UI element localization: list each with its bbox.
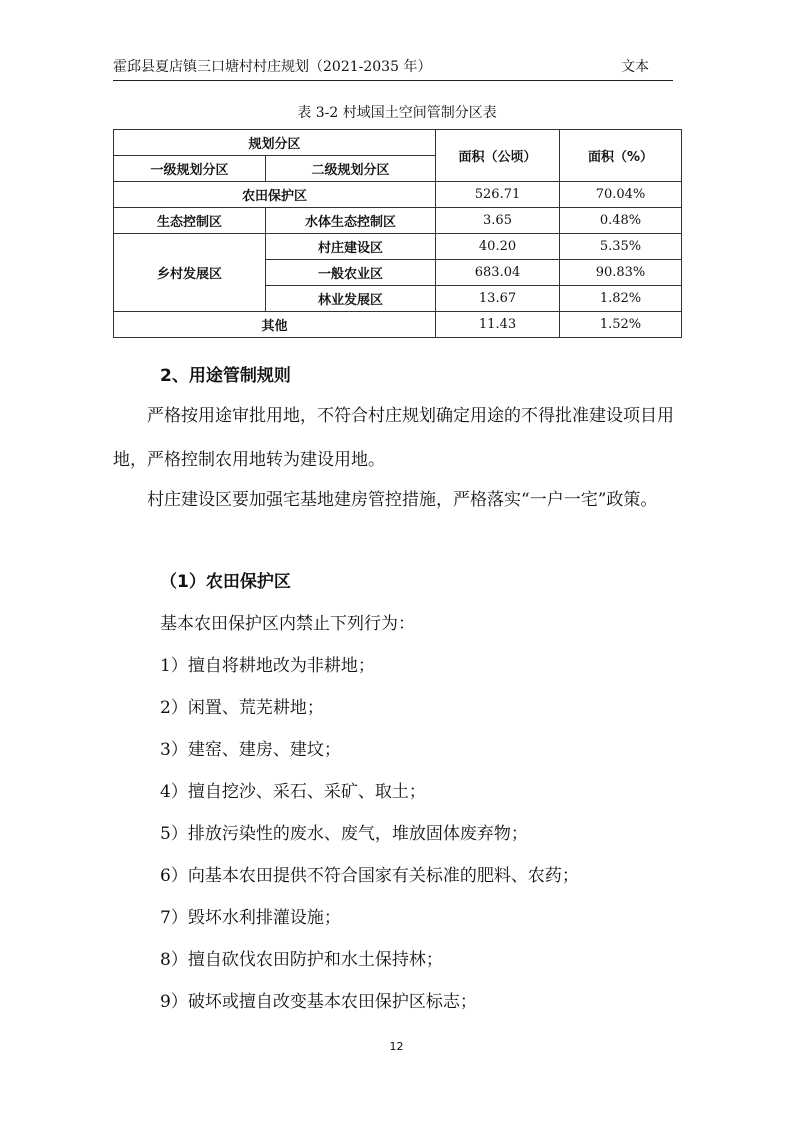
zone-other: 其他 <box>114 312 436 338</box>
header-level2: 二级规划分区 <box>266 156 436 182</box>
percent-value: 0.48% <box>560 208 682 234</box>
table-row <box>114 234 682 260</box>
zoning-table <box>113 129 682 338</box>
percent-value: 5.35% <box>560 234 682 260</box>
subzone-forestry: 林业发展区 <box>266 286 436 312</box>
document-title: 霍邱县夏店镇三口塘村村庄规划（2021-2035 年） <box>113 59 432 75</box>
percent-value: 70.04% <box>560 182 682 208</box>
table-row <box>114 182 682 208</box>
list-item: 1）擅自将耕地改为非耕地； <box>160 656 375 676</box>
document-type-label: 文本 <box>621 59 649 75</box>
page-number: 12 <box>389 1040 404 1053</box>
list-item: 8）擅自砍伐农田防护和水土保持林； <box>160 950 443 970</box>
area-value: 40.20 <box>436 234 560 260</box>
list-item: 3）建窑、建房、建坟； <box>160 740 341 760</box>
subzone-village-construction: 村庄建设区 <box>266 234 436 260</box>
area-value: 3.65 <box>436 208 560 234</box>
area-value: 683.04 <box>436 260 560 286</box>
table-header-row <box>114 130 682 156</box>
list-item: 7）毁坏水利排灌设施； <box>160 908 341 928</box>
header-level1: 一级规划分区 <box>114 156 266 182</box>
body-paragraph: 村庄建设区要加强宅基地建房管控措施，严格落实“一户一宅”政策。 <box>147 490 658 510</box>
table-caption: 表 3-2 村域国土空间管制分区表 <box>297 105 497 121</box>
table-row <box>114 312 682 338</box>
table-row <box>114 208 682 234</box>
subzone-water: 水体生态控制区 <box>266 208 436 234</box>
body-paragraph: 严格按用途审批用地，不符合村庄规划确定用途的不得批准建设项目用地，严格控制农用地转为建设用地。 <box>113 406 674 470</box>
list-item: 4）擅自挖沙、采石、采矿、取土； <box>160 782 426 802</box>
list-item: 2）闲置、荒芜耕地； <box>160 698 324 718</box>
page-header <box>113 56 673 81</box>
section-heading: 2、用途管制规则 <box>160 366 291 386</box>
header-area-ha: 面积（公顷） <box>436 130 560 182</box>
area-value: 11.43 <box>436 312 560 338</box>
area-value: 526.71 <box>436 182 560 208</box>
header-planning-zone: 规划分区 <box>114 130 436 156</box>
area-value: 13.67 <box>436 286 560 312</box>
percent-value: 1.52% <box>560 312 682 338</box>
list-item: 5）排放污染性的废水、废气，堆放固体废弃物； <box>160 824 528 844</box>
list-item: 6）向基本农田提供不符合国家有关标准的肥料、农药； <box>160 866 579 886</box>
list-intro: 基本农田保护区内禁止下列行为： <box>160 614 415 634</box>
zone-ecological: 生态控制区 <box>114 208 266 234</box>
zone-farmland: 农田保护区 <box>114 182 436 208</box>
subzone-general-agriculture: 一般农业区 <box>266 260 436 286</box>
subsection-heading: （1）农田保护区 <box>160 572 291 592</box>
list-item: 9）破坏或擅自改变基本农田保护区标志； <box>160 992 477 1012</box>
zone-rural-development: 乡村发展区 <box>114 234 266 312</box>
header-area-pct: 面积（%） <box>560 130 682 182</box>
percent-value: 1.82% <box>560 286 682 312</box>
percent-value: 90.83% <box>560 260 682 286</box>
